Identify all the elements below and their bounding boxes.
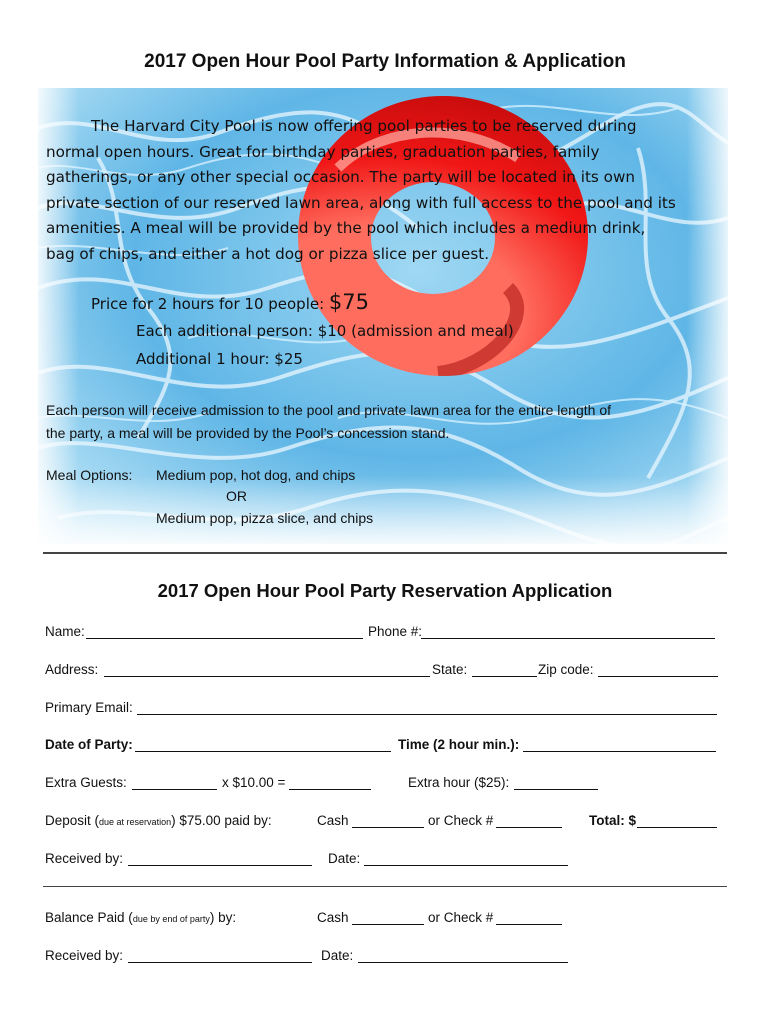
total-field[interactable]	[637, 827, 717, 828]
meal-option-1: Medium pop, hot dog, and chips	[156, 467, 356, 483]
pool-info-section	[38, 88, 728, 544]
zip-field[interactable]	[598, 676, 718, 677]
received-date-field[interactable]	[364, 865, 568, 866]
deposit-cash-field[interactable]	[352, 827, 424, 828]
address-label: Address:	[45, 662, 99, 677]
balance-note: due by end of party	[132, 914, 210, 924]
zip-label: Zip code:	[538, 662, 594, 677]
received-by-label: Received by:	[45, 851, 124, 866]
balance-divider	[43, 886, 727, 887]
phone-field[interactable]	[421, 638, 715, 639]
additional-hour-price: Additional 1 hour: $25	[136, 350, 303, 368]
section-divider	[43, 552, 727, 554]
extra-hour-label: Extra hour ($25):	[408, 775, 510, 790]
name-label: Name:	[45, 624, 85, 639]
deposit-check-field[interactable]	[496, 827, 562, 828]
check-label: or Check #	[428, 813, 494, 828]
phone-label: Phone #:	[368, 624, 423, 639]
extra-guests-total-field[interactable]	[289, 789, 371, 790]
balance-date-label: Date:	[321, 948, 354, 963]
meal-options-label: Meal Options:	[46, 467, 133, 483]
price-line: Price for 2 hours for 10 people: $75	[91, 290, 370, 314]
extra-hour-field[interactable]	[514, 789, 598, 790]
date-of-party-field[interactable]	[135, 751, 391, 752]
page-title: 2017 Open Hour Pool Party Information & Application	[144, 51, 626, 72]
price-value: $75	[328, 290, 370, 314]
address-field[interactable]	[104, 676, 430, 677]
extra-guests-rate: x $10.00 =	[222, 775, 286, 790]
received-by-field[interactable]	[128, 865, 312, 866]
date-of-party-label: Date of Party:	[45, 737, 133, 752]
meal-option-2: Medium pop, pizza slice, and chips	[156, 510, 374, 526]
additional-person-price: Each additional person: $10 (admission and meal)	[136, 322, 514, 340]
balance-received-by-field[interactable]	[128, 962, 312, 963]
time-field[interactable]	[523, 751, 716, 752]
admission-note: Each person will receive admission to the pool and private lawn area for the entire length of the party, a meal will be provided by the Pool’s concession stand.	[46, 402, 611, 441]
balance-received-by-label: Received by:	[45, 948, 124, 963]
balance-cash-label: Cash	[317, 910, 349, 925]
balance-check-label: or Check #	[428, 910, 494, 925]
meal-or: OR	[226, 488, 247, 504]
deposit-label: Deposit (due at reservation) $75.00 paid by:	[45, 813, 272, 828]
balance-date-field[interactable]	[358, 962, 568, 963]
balance-check-field[interactable]	[496, 924, 562, 925]
email-label: Primary Email:	[45, 700, 133, 715]
balance-cash-field[interactable]	[352, 924, 424, 925]
extra-guests-field[interactable]	[132, 789, 217, 790]
intro-paragraph: The Harvard City Pool is now offering pool parties to be reserved during normal open hours. Great for birthday parties, graduation parties, family gatherings, or any other special occasion. The party will be located in its own private section of our reserved lawn area, along with full access to the pool and its amenities. A meal will be provided by the pool which includes a medium drink, bag of chips, and either a hot dog or pizza slice per guest.	[46, 117, 676, 263]
extra-guests-label: Extra Guests:	[45, 775, 127, 790]
total-label: Total: $	[589, 813, 636, 828]
state-field[interactable]	[472, 676, 537, 677]
state-label: State:	[432, 662, 468, 677]
date-label: Date:	[328, 851, 361, 866]
time-label: Time (2 hour min.):	[398, 737, 520, 752]
name-field[interactable]	[86, 638, 363, 639]
cash-label: Cash	[317, 813, 349, 828]
deposit-note: due at reservation	[99, 817, 172, 827]
email-field[interactable]	[137, 714, 717, 715]
form-title: 2017 Open Hour Pool Party Reservation Application	[157, 580, 613, 601]
balance-paid-label: Balance Paid (due by end of party) by:	[45, 910, 237, 925]
